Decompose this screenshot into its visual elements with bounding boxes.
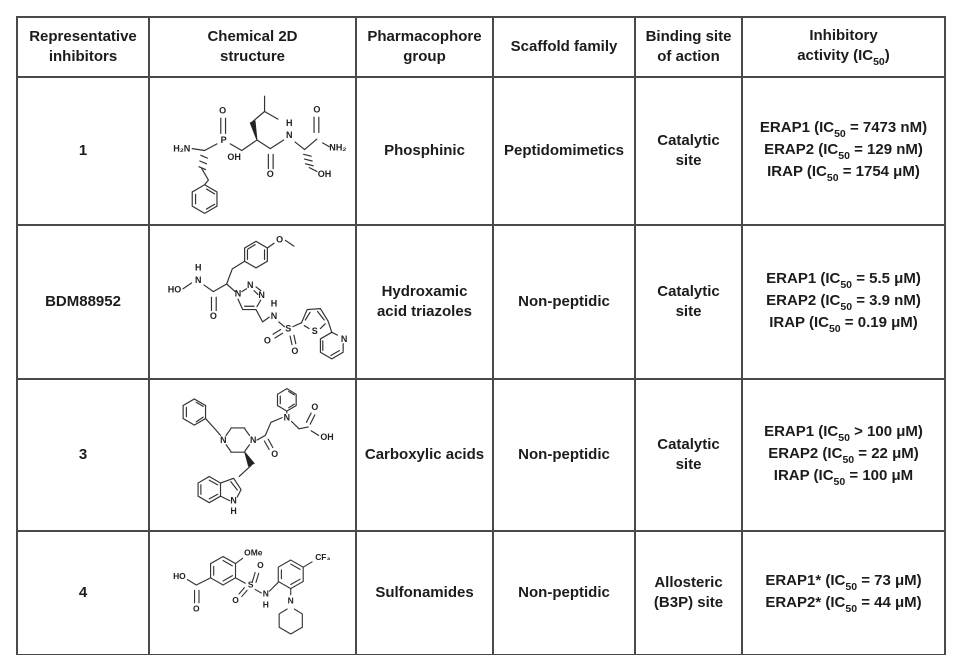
chemical-structure-cell: [149, 531, 356, 655]
svg-text:O: O: [271, 448, 279, 459]
activity-line: ERAP1 ($IC_{50} > 100$ μM): [764, 422, 923, 444]
svg-text:OH: OH: [227, 152, 241, 163]
svg-text:S: S: [311, 326, 318, 337]
svg-text:N: N: [270, 311, 278, 322]
activity-line: ERAP2 ($IC_{50} = 129$ nM): [764, 140, 923, 162]
activity-cell: [742, 77, 945, 225]
svg-text:S: S: [285, 323, 292, 334]
table-row-4: [17, 531, 945, 655]
svg-text:N: N: [258, 290, 265, 301]
header-pharmacophore-group: Pharmacophore group: [356, 17, 493, 77]
svg-text:OMe: OMe: [244, 547, 263, 558]
binding-site-cell: Catalytic site: [635, 77, 742, 225]
sulfonamide-structure-drawing: [156, 536, 356, 650]
pharmacophore-cell: Phosphinic: [356, 77, 493, 225]
activity-cell: [742, 379, 945, 531]
svg-text:O: O: [266, 169, 274, 180]
inhibitor-name: 3: [17, 379, 149, 531]
svg-text:H: H: [230, 505, 237, 516]
header-binding-site: Binding site of action: [635, 17, 742, 77]
svg-text:H: H: [194, 262, 202, 273]
pharmacophore-cell: Hydroxamic acid triazoles: [356, 225, 493, 379]
chemical-structure-cell: [149, 379, 356, 531]
svg-text:N: N: [287, 595, 294, 606]
svg-text:O: O: [209, 311, 217, 322]
svg-text:H: H: [270, 298, 278, 309]
svg-text:N: N: [262, 588, 269, 599]
carboxylic-acid-piperazine-structure-drawing: [156, 384, 356, 526]
svg-text:N: N: [283, 412, 291, 423]
inhibitor-name: 4: [17, 531, 149, 655]
svg-text:CF₃: CF₃: [315, 552, 331, 563]
activity-line: ERAP2 ($IC_{50} = 3.9$ nM): [766, 291, 921, 313]
pharmacophore-cell: Carboxylic acids: [356, 379, 493, 531]
table-row-3: [17, 379, 945, 531]
header-row: [17, 17, 945, 77]
svg-text:N: N: [220, 434, 227, 445]
svg-text:O: O: [263, 335, 271, 346]
svg-text:P: P: [220, 134, 227, 145]
svg-text:N: N: [247, 279, 254, 290]
activity-line: IRAP ($IC_{50} = 100$ μM: [773, 467, 914, 489]
scaffold-cell: Non-peptidic: [493, 379, 635, 531]
chemical-structure-cell: [149, 225, 356, 379]
svg-text:OH: OH: [320, 432, 334, 443]
svg-text:NH₂: NH₂: [329, 142, 347, 153]
phosphinic-peptidomimetic-structure-drawing: [156, 82, 356, 220]
activity-line: IRAP ($IC_{50} = 0.19$ μM): [769, 314, 918, 336]
inhibitor-name: 1: [17, 77, 149, 225]
activity-line: ERAP2* ($IC_{50} = 44$ μM): [765, 594, 922, 615]
activity-cell: [742, 531, 945, 655]
activity-line: ERAP2 ($IC_{50} = 22$ μM): [768, 444, 919, 466]
header-scaffold-family: Scaffold family: [493, 17, 635, 77]
activity-line: ERAP1 ($IC_{50} = 7473$ nM): [759, 118, 928, 140]
table-row-2: [17, 225, 945, 379]
svg-text:S: S: [247, 579, 254, 590]
activity-cell: [742, 225, 945, 379]
svg-text:N: N: [234, 288, 242, 299]
svg-text:O: O: [232, 594, 239, 605]
header-inhibitory-activity: Inhibitory activity $(IC_{50})$: [742, 17, 945, 77]
pharmacophore-cell: Sulfonamides: [356, 531, 493, 655]
svg-text:N: N: [249, 434, 257, 445]
binding-site-cell: Allosteric (B3P) site: [635, 531, 742, 655]
svg-text:O: O: [313, 104, 321, 115]
scaffold-cell: Peptidomimetics: [493, 77, 635, 225]
svg-text:H₂N: H₂N: [173, 143, 191, 154]
activity-line: ERAP1 ($IC_{50} = 5.5$ μM): [766, 269, 921, 291]
svg-text:O: O: [193, 603, 200, 614]
svg-text:N: N: [194, 275, 202, 286]
scaffold-cell: Non-peptidic: [493, 531, 635, 655]
svg-text:H: H: [262, 599, 269, 610]
table-row-1: [17, 77, 945, 225]
svg-text:O: O: [219, 105, 227, 116]
hydroxamic-acid-triazole-structure-drawing: [156, 230, 356, 374]
svg-text:OH: OH: [317, 169, 332, 180]
inhibitor-name: BDM88952: [17, 225, 149, 379]
svg-text:H: H: [286, 117, 293, 128]
activity-line: ERAP1* ($IC_{50} = 73$ μM): [765, 571, 922, 593]
svg-text:N: N: [286, 130, 293, 141]
binding-site-cell: Catalytic site: [635, 379, 742, 531]
svg-text:O: O: [257, 560, 264, 571]
svg-text:O: O: [276, 234, 284, 245]
scaffold-cell: Non-peptidic: [493, 225, 635, 379]
svg-text:HO: HO: [167, 284, 182, 295]
header-chemical-2d-structure: Chemical 2D structure: [149, 17, 356, 77]
svg-text:N: N: [230, 495, 237, 506]
binding-site-cell: Catalytic site: [635, 225, 742, 379]
header-representative-inhibitors: Representative inhibitors: [17, 17, 149, 77]
svg-text:O: O: [291, 346, 299, 357]
svg-text:N: N: [340, 333, 348, 344]
svg-text:O: O: [311, 402, 319, 413]
svg-text:HO: HO: [173, 570, 186, 581]
inhibitors-table: [16, 16, 946, 655]
activity-line: IRAP ($IC_{50} = 1754$ μM): [767, 163, 920, 185]
chemical-structure-cell: [149, 77, 356, 225]
